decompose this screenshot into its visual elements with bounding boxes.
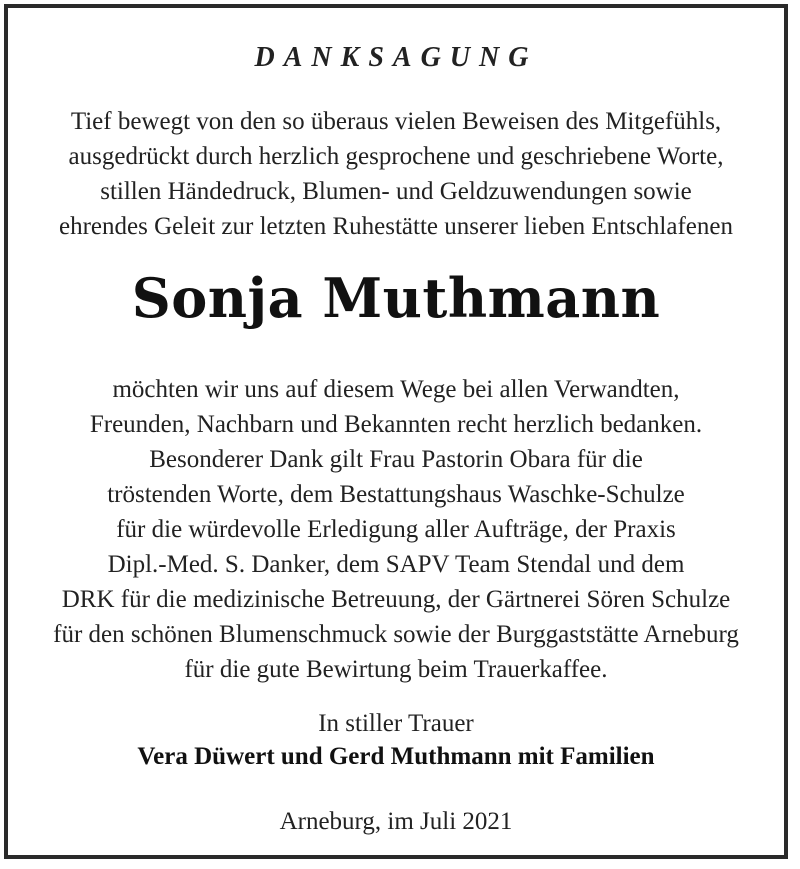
thanks-line: für den schönen Blumenschmuck sowie der Burggaststätte Arneburg [53,621,739,648]
thanks-line: möchten wir uns auf diesem Wege bei allen Verwandten, [112,376,680,403]
notice-heading: DANKSAGUNG [254,42,538,73]
deceased-name: Sonja Muthmann [131,266,661,330]
place-date: Arneburg, im Juli 2021 [279,808,513,835]
mourning-line: In stiller Trauer [318,710,474,737]
thanks-line: Besonderer Dank gilt Frau Pastorin Obara für die [149,446,643,473]
obituary-card [4,4,788,859]
thanks-line: DRK für die medizinische Betreuung, der Gärtnerei Sören Schulze [61,586,731,613]
thanks-line: für die gute Bewirtung beim Trauerkaffee. [184,656,608,683]
intro-paragraph [8,104,784,244]
family-signature: Vera Düwert und Gerd Muthmann mit Familien [137,743,655,770]
thanks-line: Dipl.-Med. S. Danker, dem SAPV Team Stendal und dem [107,551,685,578]
thanks-line: Freunden, Nachbarn und Bekannten recht herzlich bedanken. [89,411,703,438]
intro-line: stillen Händedruck, Blumen- und Geldzuwendungen sowie [100,178,692,205]
thanks-line: tröstenden Worte, dem Bestattungshaus Waschke-Schulze [107,481,685,508]
notice-content [8,8,784,855]
thanks-paragraph [8,372,784,687]
thanks-line: für die würdevolle Erledigung aller Aufträge, der Praxis [116,516,676,543]
intro-line: ehrendes Geleit zur letzten Ruhestätte unserer lieben Entschlafenen [58,213,733,240]
intro-line: Tief bewegt von den so überaus vielen Beweisen des Mitgefühls, [70,108,722,135]
intro-line: ausgedrückt durch herzlich gesprochene und geschriebene Worte, [68,143,724,170]
